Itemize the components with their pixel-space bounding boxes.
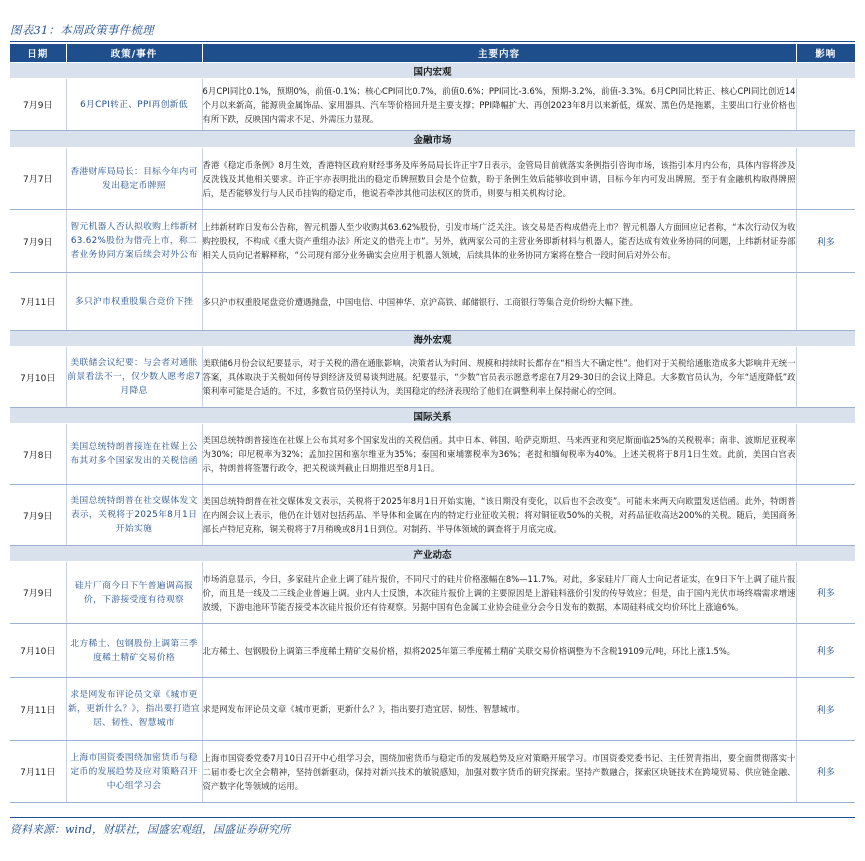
section-row-industry (10, 546, 855, 562)
title-divider (10, 41, 855, 42)
section-row-intl (10, 408, 855, 424)
row-impact (796, 273, 855, 331)
row-policy: 美联储会议纪要：与会者对通胀前景看法不一，仅少数人愿考虑7月降息 (66, 347, 202, 408)
row-impact (796, 79, 855, 131)
row-date: 7月9日 (10, 562, 66, 624)
row-content: 美国总统特朗普接连在社媒上公布其对多个国家发出的关税信函。其中日本、韩国、哈萨克斯坦、马来西亚和突尼斯面临25%的关税税率；南非、波斯尼亚税率为30%；印尼税率为32%；孟加拉国和塞尔维亚为35%；泰国和柬埔寨税率为36%；老挝和缅甸税率为40%。上述关税将于8月1日生效。此前，美国白宫表示，特朗普将签署行政令，把关税谈判截止日期推迟至8月1日。 (202, 424, 796, 485)
row-date: 7月8日 (10, 424, 66, 485)
row-policy: 上海市国资委围绕加密货币与稳定币的发展趋势及应对策略召开中心组学习会 (66, 741, 202, 803)
row-content: 美联储6月份会议纪要显示，对于关税的潜在通胀影响，决策者认为时间、规模和持续时长都存在“相当大不确定性”。他们对于关税给通胀造成多大影响并无统一答案，具体取决于关税如何传导到经济及贸易谈判进展。纪要显示，“少数”官员表示愿意考虑在7月29-30日的会议上降息。大多数官员认为，今年“适度降低”政策利率可能是合适的。不过，多数官员仍坚持认为，美国稳定的经济表现给了他们在调整利率上保持耐心的空间。 (202, 347, 796, 408)
row-impact (796, 347, 855, 408)
row-content: 上海市国资委党委7月10日召开中心组学习会，围绕加密货币与稳定币的发展趋势及应对策略开展学习。市国资委党委书记、主任贺青指出，要全面贯彻落实十二届市委七次全会精神，坚持创新驱动，保持对新兴技术的敏锐感知，加强对数字货币的研究探索。坚持产数融合，探索区块链技术在跨境贸易、供应链金融、资产数字化等领域的运用。 (202, 741, 796, 803)
table-row (10, 485, 855, 546)
table-row (10, 624, 855, 678)
table-row (10, 210, 855, 273)
table-row (10, 562, 855, 624)
row-content: 北方稀土、包钢股份上调第三季度稀土精矿交易价格，拟将2025年第三季度稀土精矿关联交易价格调整为不含税19109元/吨，环比上涨1.5%。 (202, 624, 796, 678)
table-row (10, 424, 855, 485)
section-label: 国际关系 (10, 408, 855, 424)
row-content: 多只沪市权重股尾盘竞价遭遇抛盘，中国电信、中国神华、京沪高铁、邮储银行、工商银行等集合竞价纷纷大幅下挫。 (202, 273, 796, 331)
table-row (10, 347, 855, 408)
row-impact: 利多 (796, 562, 855, 624)
policy-events-table (10, 44, 855, 803)
header-impact: 影响 (796, 44, 855, 63)
row-content: 6月CPI同比0.1%，预期0%，前值-0.1%；核心CPI同比0.7%，前值0.6%；PPI同比-3.6%，预期-3.2%，前值-3.3%。6月CPI同比转正、核心CPI同比创近14个月以来新高，能源贵金属饰品、家用器具、汽车等价格回升是主要支撑；PPI降幅扩大、再创2023年8月以来新低，煤炭、黑色仍是拖累，主要出口行业价格也有所下跌，反映国内需求不足、外需压力显现。 (202, 79, 796, 131)
row-content: 市场消息显示，今日，多家硅片企业上调了硅片报价，不同尺寸的硅片价格涨幅在8%—11.7%。对此，多家硅片厂商人士向记者证实，在9日下午上调了硅片报价，而且是一线及二三线企业普遍上调。业内人士反馈，本次硅片报价上调的主要原因是上游硅料涨价引发的传导效应；但是，由于国内光伏市场终端需求增速放缓，下游电池环节能否接受本次硅片报价还有待观察。另据中国有色金属工业协会硅业分会今日发布的数据，本周硅料成交均价环比上涨逾6%。 (202, 562, 796, 624)
table-row (10, 148, 855, 210)
row-policy: 北方稀土、包钢股份上调第三季度稀土精矿交易价格 (66, 624, 202, 678)
header-date: 日期 (10, 44, 66, 63)
row-policy: 美国总统特朗普在社交媒体发文表示，关税将于2025年8月1日开始实施 (66, 485, 202, 546)
row-date: 7月9日 (10, 79, 66, 131)
row-impact: 利多 (796, 741, 855, 803)
row-content: 上纬新材昨日发布公告称，智元机器人至少收购其63.62%股份，引发市场广泛关注。该交易是否构成借壳上市？智元机器人方面回应记者称，“本次行动仅为收购控股权，不构成《重大资产重组办法》所定义的借壳上市”。另外，就两家公司的主营业务即新材料与机器人，能否达成有效业务协同的问题，上纬新材证券部相关人员向记者解释称，“公司现有部分业务确实会应用于机器人领域，后续具体的业务协同方案将在整合一段时间后对外公布。 (202, 210, 796, 273)
section-row-overseas (10, 331, 855, 347)
header-content: 主要内容 (202, 44, 796, 63)
figure-title: 图表31：本周政策事件梳理 (10, 23, 154, 37)
row-impact (796, 148, 855, 210)
section-label: 国内宏观 (10, 63, 855, 79)
row-date: 7月11日 (10, 273, 66, 331)
source-note: 资料来源：wind，财联社，国盛宏观组，国盛证券研究所 (10, 823, 291, 836)
row-impact (796, 485, 855, 546)
row-date: 7月10日 (10, 347, 66, 408)
header-policy: 政策/事件 (66, 44, 202, 63)
row-impact: 利多 (796, 624, 855, 678)
row-date: 7月7日 (10, 148, 66, 210)
section-label: 海外宏观 (10, 331, 855, 347)
table-header-row (10, 44, 855, 63)
row-impact: 利多 (796, 678, 855, 741)
row-impact (796, 424, 855, 485)
table-row (10, 79, 855, 131)
section-label: 产业动态 (10, 546, 855, 562)
row-date: 7月10日 (10, 624, 66, 678)
row-date: 7月9日 (10, 210, 66, 273)
row-policy: 求是网发布评论员文章《城市更新，更新什么？》，指出要打造宜居、韧性、智慧城市 (66, 678, 202, 741)
section-row-finance (10, 131, 855, 148)
row-impact: 利多 (796, 210, 855, 273)
row-policy: 美国总统特朗普接连在社媒上公布其对多个国家发出的关税信函 (66, 424, 202, 485)
row-policy: 智元机器人否认拟收购上纬新材63.62%股份为借壳上市，称二者业务协同方案后续会对外公布 (66, 210, 202, 273)
section-label: 金融市场 (10, 131, 855, 148)
row-content: 求是网发布评论员文章《城市更新，更新什么？》，指出要打造宜居、韧性、智慧城市。 (202, 678, 796, 741)
section-row-macro (10, 63, 855, 79)
table-row (10, 741, 855, 803)
row-policy: 6月CPI转正、PPI再创新低 (66, 79, 202, 131)
row-policy: 香港财库局局长：目标今年内可发出稳定币牌照 (66, 148, 202, 210)
row-policy: 多只沪市权重股集合竞价下挫 (66, 273, 202, 331)
row-date: 7月11日 (10, 741, 66, 803)
table-row (10, 273, 855, 331)
row-date: 7月11日 (10, 678, 66, 741)
source-divider (10, 817, 855, 818)
row-content: 美国总统特朗普在社交媒体发文表示，关税将于2025年8月1日开始实施，“该日期没有变化，以后也不会改变”。可能未来两天向欧盟发送信函。此外，特朗普在内阁会议上表示，他仍在计划对包括药品、半导体和金属在内的特定行业征收关税；将对铜征收50%的关税，对药品征收高达200%的关税。随后，美国商务部长卢特尼克称，铜关税将于7月稍晚或8月1日到位。对制药、半导体领域的调查将于月底完成。 (202, 485, 796, 546)
row-date: 7月9日 (10, 485, 66, 546)
row-content: 香港《稳定币条例》8月生效，香港特区政府财经事务及库务局局长许正宇7日表示，金管局目前就落实条例指引咨询市场，该指引本月内公布，具体内容将涉及反洗钱及其他相关要求。许正宇亦表明批出的稳定币牌照数目会是个位数，盼于条例生效后能够收到申请，目标今年内可发出牌照。至于有金融机构取得牌照后，是否能够发行与人民币挂钩的稳定币，他说若牵涉其他司法权区的货币，则要与相关机构讨论。 (202, 148, 796, 210)
table-row (10, 678, 855, 741)
row-policy: 硅片厂商今日下午普遍调高报价，下游接受度有待观察 (66, 562, 202, 624)
